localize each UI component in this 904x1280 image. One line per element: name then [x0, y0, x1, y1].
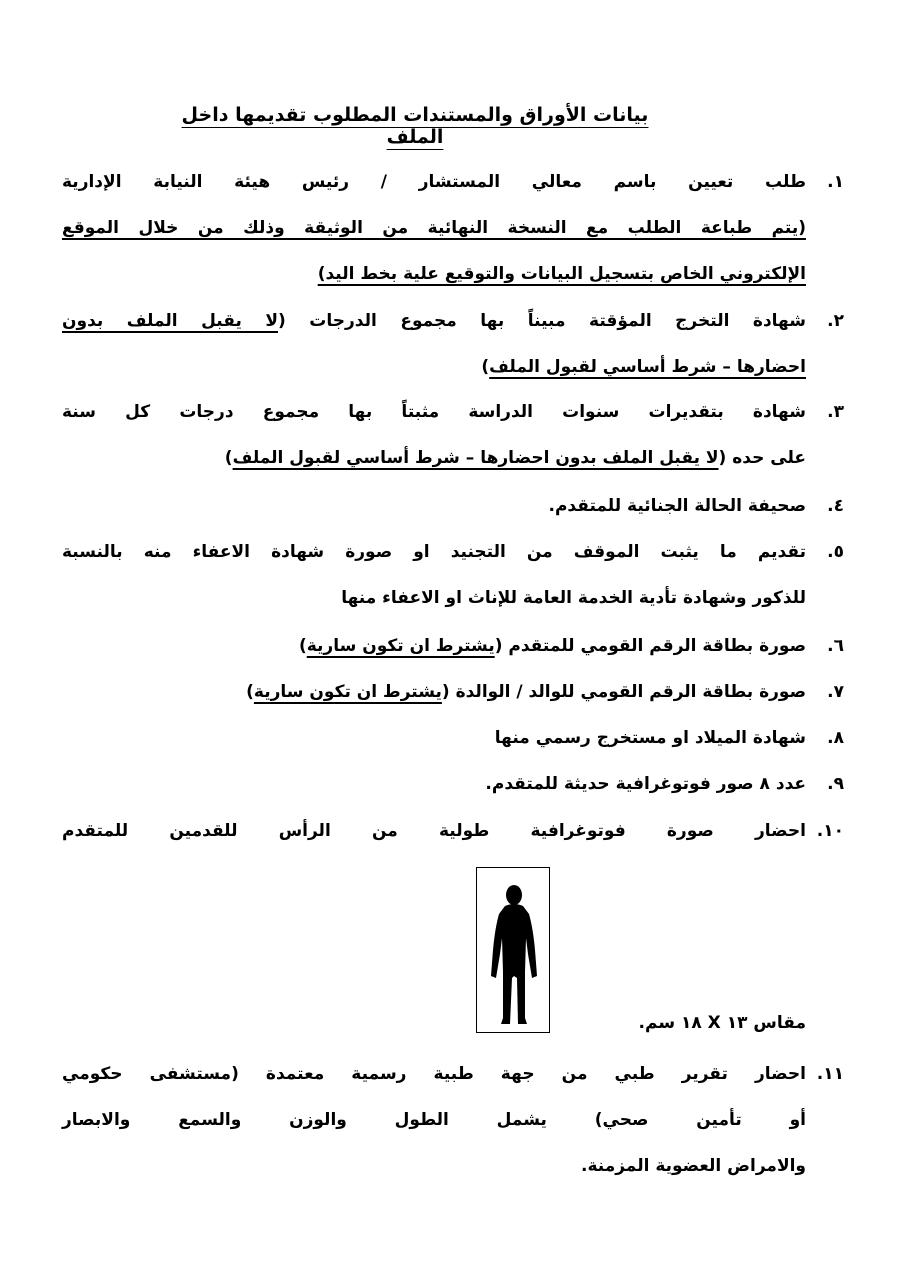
- list-item-11: [62, 1064, 844, 1184]
- item-text: صورة بطاقة الرقم القومي للوالد / الوالدة (: [441, 682, 806, 702]
- photo-size-caption: [62, 1013, 844, 1043]
- list-item-5: [62, 542, 844, 622]
- item-number: ٧.: [827, 682, 844, 702]
- underlined-note: (يتم طباعة الطلب مع النسخة النهائية من الوثيقة وذلك من خلال الموقع: [62, 218, 806, 238]
- item-text: أو تأمين صحي) يشمل الطول والوزن والسمع والابصار: [62, 1110, 806, 1130]
- list-item-10: [62, 821, 844, 851]
- list-item-6: ٦. صورة بطاقة الرقم القومي للمتقدم (يشترط ان تكون سارية): [298, 636, 844, 656]
- item-number: ١١.: [816, 1064, 844, 1084]
- item-text: والامراض العضوية المزمنة.: [580, 1156, 806, 1176]
- person-silhouette-icon: [477, 868, 549, 1032]
- item-text: للذكور وشهادة تأدية الخدمة العامة للإناث او الاعفاء منها: [341, 588, 806, 608]
- underlined-note: الإلكتروني الخاص بتسجيل البيانات والتوقيع علية بخط اليد): [317, 264, 806, 284]
- item-text: احضار صورة فوتوغرافية طولية من الرأس للقدمين للمتقدم: [62, 821, 806, 841]
- item-number: ٣.: [827, 402, 844, 422]
- full-body-photo-sample: [476, 867, 550, 1033]
- item-number: ٥.: [827, 542, 844, 562]
- item-text: عدد ٨ صور فوتوغرافية حديثة للمتقدم.: [485, 774, 806, 794]
- item-text: شهادة الميلاد او مستخرج رسمي منها: [494, 728, 806, 748]
- underlined-note: احضارها – شرط أساسي لقبول الملف: [489, 357, 806, 377]
- item-number: ٩.: [827, 774, 844, 794]
- list-item-7: ٧. صورة بطاقة الرقم القومي للوالد / الوالدة (يشترط ان تكون سارية): [246, 682, 844, 702]
- underlined-note: لا يقبل الملف بدون احضارها – شرط أساسي لقبول الملف: [232, 448, 719, 468]
- list-item-3: ٣. شهادة بتقديرات سنوات الدراسة مثبتاً بها مجموع درجات كل سنة على حده (لا يقبل الملف بدون احضارها – شرط أساسي لقبول الملف): [62, 402, 844, 468]
- list-item-9: [62, 774, 844, 804]
- item-text: مقاس ١٣ X ١٨ سم.: [638, 1013, 806, 1033]
- list-item-1: [62, 172, 844, 292]
- item-text: طلب تعيين باسم معالي المستشار / رئيس هيئة النيابة الإدارية: [62, 172, 806, 192]
- item-text: احضار تقرير طبي من جهة طبية رسمية معتمدة (مستشفى حكومي: [62, 1064, 806, 1084]
- item-number: ٤.: [827, 496, 844, 516]
- item-number: ٦.: [827, 636, 844, 656]
- item-number: ٢.: [827, 311, 844, 331]
- underlined-note: يشترط ان تكون سارية: [306, 636, 495, 656]
- item-text: شهادة بتقديرات سنوات الدراسة مثبتاً بها مجموع درجات كل سنة: [62, 402, 806, 422]
- item-number: ١٠.: [816, 821, 844, 841]
- underlined-note: يشترط ان تكون سارية: [253, 682, 442, 702]
- item-number: ١.: [827, 172, 844, 192]
- item-text: صورة بطاقة الرقم القومي للمتقدم (: [494, 636, 806, 656]
- list-item-2: ٢. شهادة التخرج المؤقتة مبيناً بها مجموع الدرجات (لا يقبل الملف بدون احضارها – شرط أساسي لقبول الملف): [62, 311, 844, 377]
- item-text: تقديم ما يثبت الموقف من التجنيد او صورة شهادة الاعفاء منه بالنسبة: [62, 542, 806, 562]
- item-text: شهادة التخرج المؤقتة مبيناً بها مجموع الدرجات (: [278, 311, 806, 331]
- item-number: ٨.: [827, 728, 844, 748]
- list-item-4: [62, 496, 844, 526]
- page-title: بيانات الأوراق والمستندات المطلوب تقديمها داخل الملف: [181, 104, 649, 148]
- item-text: صحيفة الحالة الجنائية للمتقدم.: [548, 496, 806, 516]
- underlined-note: لا يقبل الملف بدون: [62, 311, 278, 331]
- list-item-8: [62, 728, 844, 758]
